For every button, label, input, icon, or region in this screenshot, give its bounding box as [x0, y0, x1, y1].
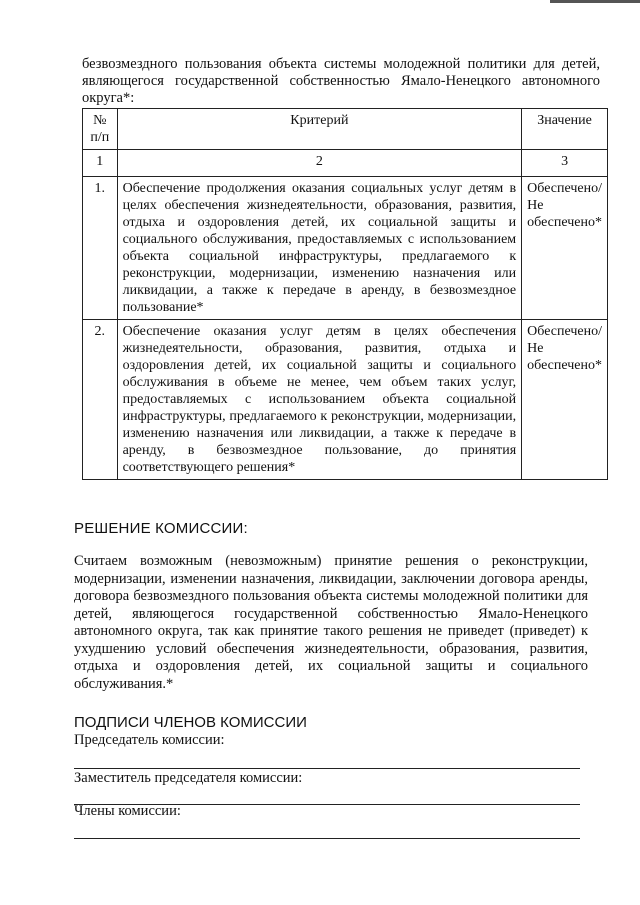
- chairman-label: Председатель комиссии:: [74, 732, 225, 748]
- column-number: 1: [83, 150, 118, 177]
- column-number: 3: [522, 150, 608, 177]
- row-value: Обеспечено/ Не обеспечено*: [522, 320, 608, 480]
- row-number: 2.: [83, 320, 118, 480]
- intro-paragraph: безвозмездного пользования объекта системы молодежной политики для детей, являющегося государственной собственностью Ямало-Ненецкого автономного округа*:: [82, 56, 600, 106]
- header-value: Значение: [522, 109, 608, 150]
- row-number: 1.: [83, 177, 118, 320]
- chairman-signature-line: [74, 768, 580, 769]
- column-number-row: [83, 150, 608, 177]
- row-criterion: Обеспечение продолжения оказания социальных услуг детям в целях обеспечения жизнедеятельности, образования, развития, отдыха и оздоровления детей, их социальной защиты и социального обслуживания, предоставляемых с использованием объекта социальной инфраструктуры, предлагаемого к реконструкции, модернизации, изменению назначения или ликвидации, а также к передаче в аренду, в безвозмездное пользование*: [117, 177, 522, 320]
- table-row: [83, 177, 608, 320]
- signatures-title: ПОДПИСИ ЧЛЕНОВ КОМИССИИ: [74, 714, 307, 731]
- scan-edge-mark: [550, 0, 640, 3]
- row-value: Обеспечено/ Не обеспечено*: [522, 177, 608, 320]
- table-header-row: [83, 109, 608, 150]
- column-number: 2: [117, 150, 522, 177]
- header-criterion: Критерий: [117, 109, 522, 150]
- table-row: [83, 320, 608, 480]
- header-number: № п/п: [83, 109, 118, 150]
- members-signature-line: [74, 838, 580, 839]
- deputy-label: Заместитель председателя комиссии:: [74, 770, 303, 786]
- criteria-table: [82, 108, 608, 480]
- decision-paragraph: Считаем возможным (невозможным) принятие решения о реконструкции, модернизации, изменении назначения, ликвидации, заключении договора аренды, договора безвозмездного пользования объекта системы молодежной политики для детей, являющегося государственной собственностью Ямало-Ненецкого автономного округа, так как принятие такого решения не приведет (приведет) к ухудшению условий обеспечения жизнедеятельности, образования, развития, отдыха и оздоровления детей, их социальной защиты и социального обслуживания.*: [74, 553, 588, 692]
- decision-title: РЕШЕНИЕ КОМИССИИ:: [74, 520, 248, 537]
- members-label: Члены комиссии:: [74, 803, 181, 819]
- row-criterion: Обеспечение оказания услуг детям в целях обеспечения жизнедеятельности, образования, развития, отдыха и оздоровления детей, их социальной защиты и социального обслуживания в объеме не менее, чем объем таких услуг, предоставляемых с использованием объекта социальной инфраструктуры, предлагаемого к реконструкции, модернизации, изменению назначения или ликвидации, а также к передаче в аренду, в безвозмездное пользование, до принятия соответствующего решения*: [117, 320, 522, 480]
